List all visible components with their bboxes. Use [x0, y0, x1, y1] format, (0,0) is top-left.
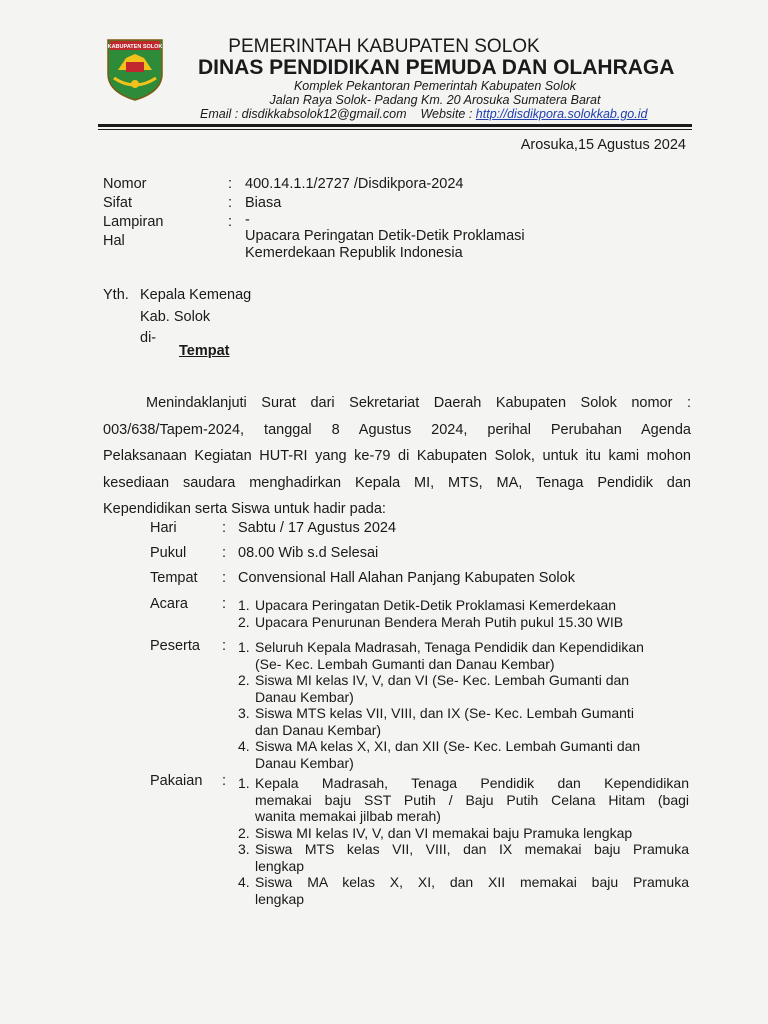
paragraph-line: Kependidikan serta Siswa untuk hadir pada: — [103, 501, 386, 517]
website-link[interactable]: http://disdikpora.solokkab.go.id — [475, 107, 648, 121]
acara-list — [238, 597, 693, 630]
item-text: Danau Kembar) — [255, 688, 354, 705]
item-text: Upacara Peringatan Detik-Detik Proklamasi Kemerdekaan — [255, 597, 617, 613]
item-number: 2. — [238, 824, 250, 841]
field-value-sifat: Biasa — [245, 195, 282, 211]
item-number: 4. — [238, 874, 250, 890]
detail-label-tempat: Tempat — [150, 570, 198, 586]
list-item — [238, 639, 693, 672]
list-item — [238, 825, 689, 842]
field-value-hal: Upacara Peringatan Detik-Detik Proklamasi — [245, 228, 525, 244]
item-number: 1. — [238, 775, 250, 791]
government-name: PEMERINTAH KABUPATEN SOLOK — [228, 36, 540, 57]
item-text: Kepala Madrasah, Tenaga Pendidik dan Kependidikan — [255, 775, 689, 791]
detail-value-hari: Sabtu / 17 Agustus 2024 — [238, 520, 397, 536]
office-address: Jalan Raya Solok- Padang Km. 20 Arosuka Sumatera Barat — [269, 93, 601, 107]
opening-paragraph — [103, 390, 691, 523]
field-label-lampiran: Lampiran — [103, 214, 164, 230]
detail-colon: : — [222, 570, 227, 586]
pakaian-list — [238, 775, 689, 907]
field-label-sifat: Sifat — [103, 195, 133, 211]
list-item — [238, 738, 693, 771]
detail-label-hari: Hari — [150, 520, 177, 536]
paragraph-line: Pelaksanaan Kegiatan HUT-RI yang ke-79 di Kabupaten Solok, untuk itu kami mohon — [103, 448, 691, 464]
letterhead-rule — [98, 124, 692, 127]
field-value-nomor: 400.14.1.1/2727 /Disdikpora-2024 — [245, 176, 464, 192]
field-value-lampiran: - — [245, 212, 250, 228]
field-label-hal: Hal — [103, 233, 125, 249]
field-colon: : — [228, 214, 233, 230]
item-number: 3. — [238, 841, 250, 857]
item-text: memakai baju SST Putih / Baju Putih Celana Hitam (bagi — [255, 791, 689, 808]
office-name: DINAS PENDIDIKAN PEMUDA DAN OLAHRAGA — [198, 56, 675, 79]
list-item — [238, 841, 689, 874]
item-text: dan Danau Kembar) — [255, 721, 382, 738]
list-item — [238, 672, 693, 705]
field-label-nomor: Nomor — [103, 176, 147, 192]
item-text: Siswa MA kelas X, XI, dan XII memakai baju Pramuka — [255, 874, 689, 890]
peserta-colon: : — [222, 638, 227, 654]
item-text: Siswa MI kelas IV, V, dan VI (Se- Kec. Lembah Gumanti dan — [255, 672, 630, 688]
acara-colon: : — [222, 596, 227, 612]
paragraph-line: 003/638/Tapem-2024, tanggal 8 Agustus 2024, perihal Perubahan Agenda — [103, 421, 691, 438]
pakaian-colon: : — [222, 773, 227, 789]
kabupaten-solok-logo — [104, 34, 166, 102]
detail-colon: : — [222, 520, 227, 536]
detail-colon: : — [222, 545, 227, 561]
detail-value-tempat: Convensional Hall Alahan Panjang Kabupaten Solok — [238, 570, 575, 586]
item-number: 1. — [238, 597, 250, 613]
item-text: Siswa MTS kelas VII, VIII, dan IX memakai baju Pramuka — [255, 841, 689, 857]
item-number: 4. — [238, 738, 250, 754]
email-text: Email : disdikkabsolok12@gmail.com — [200, 107, 407, 121]
field-colon: : — [228, 176, 233, 192]
list-item — [238, 597, 693, 614]
recipient-title: Kepala Kemenag — [140, 287, 252, 303]
item-text: Upacara Penurunan Bendera Merah Putih pukul 15.30 WIB — [255, 613, 624, 630]
paragraph-line: Menindaklanjuti Surat dari Sekretariat Daerah Kabupaten Solok nomor : — [146, 395, 691, 411]
field-value-hal-line2: Kemerdekaan Republik Indonesia — [245, 245, 463, 261]
letter-date: Arosuka,15 Agustus 2024 — [520, 137, 686, 153]
list-item — [238, 874, 689, 907]
item-text: Siswa MI kelas IV, V, dan VI memakai baju Pramuka lengkap — [255, 824, 633, 841]
contact-line — [200, 107, 647, 121]
paragraph-line: kesediaan saudara menghadirkan Kepala MI, MTS, MA, Tenaga Pendidik dan — [103, 474, 691, 491]
list-item — [238, 775, 689, 825]
item-number: 1. — [238, 639, 250, 655]
letterhead-rule-thin — [98, 129, 692, 130]
recipient-location: Kab. Solok — [140, 309, 211, 325]
item-text: lengkap — [255, 890, 305, 907]
item-number: 2. — [238, 672, 250, 688]
item-text: lengkap — [255, 857, 305, 874]
recipient-place: Tempat — [179, 343, 230, 359]
peserta-label: Peserta — [150, 638, 200, 654]
field-colon: : — [228, 195, 233, 211]
item-number: 2. — [238, 613, 250, 630]
website-label: Website : — [420, 107, 473, 121]
item-text: Danau Kembar) — [255, 754, 354, 771]
pakaian-label: Pakaian — [150, 773, 203, 789]
peserta-list — [238, 639, 693, 771]
recipient-di: di- — [140, 330, 157, 346]
list-item — [238, 614, 693, 631]
item-text: Seluruh Kepala Madrasah, Tenaga Pendidik dan Kependidikan — [255, 639, 644, 655]
logo-text: KABUPATEN SOLOK — [107, 44, 163, 50]
item-number: 3. — [238, 705, 250, 721]
list-item — [238, 705, 693, 738]
recipient-salutation: Yth. — [103, 287, 129, 303]
item-text: Siswa MA kelas X, XI, dan XII (Se- Kec. Lembah Gumanti dan — [255, 738, 641, 754]
office-complex: Komplek Pekantoran Pemerintah Kabupaten Solok — [293, 79, 577, 93]
item-text: (Se- Kec. Lembah Gumanti dan Danau Kembar) — [255, 655, 555, 672]
detail-value-pukul: 08.00 Wib s.d Selesai — [238, 545, 379, 561]
acara-label: Acara — [150, 596, 188, 612]
item-text: wanita memakai jilbab merah) — [255, 808, 441, 824]
detail-label-pukul: Pukul — [150, 545, 187, 561]
item-text: Siswa MTS kelas VII, VIII, dan IX (Se- Kec. Lembah Gumanti — [255, 705, 634, 721]
